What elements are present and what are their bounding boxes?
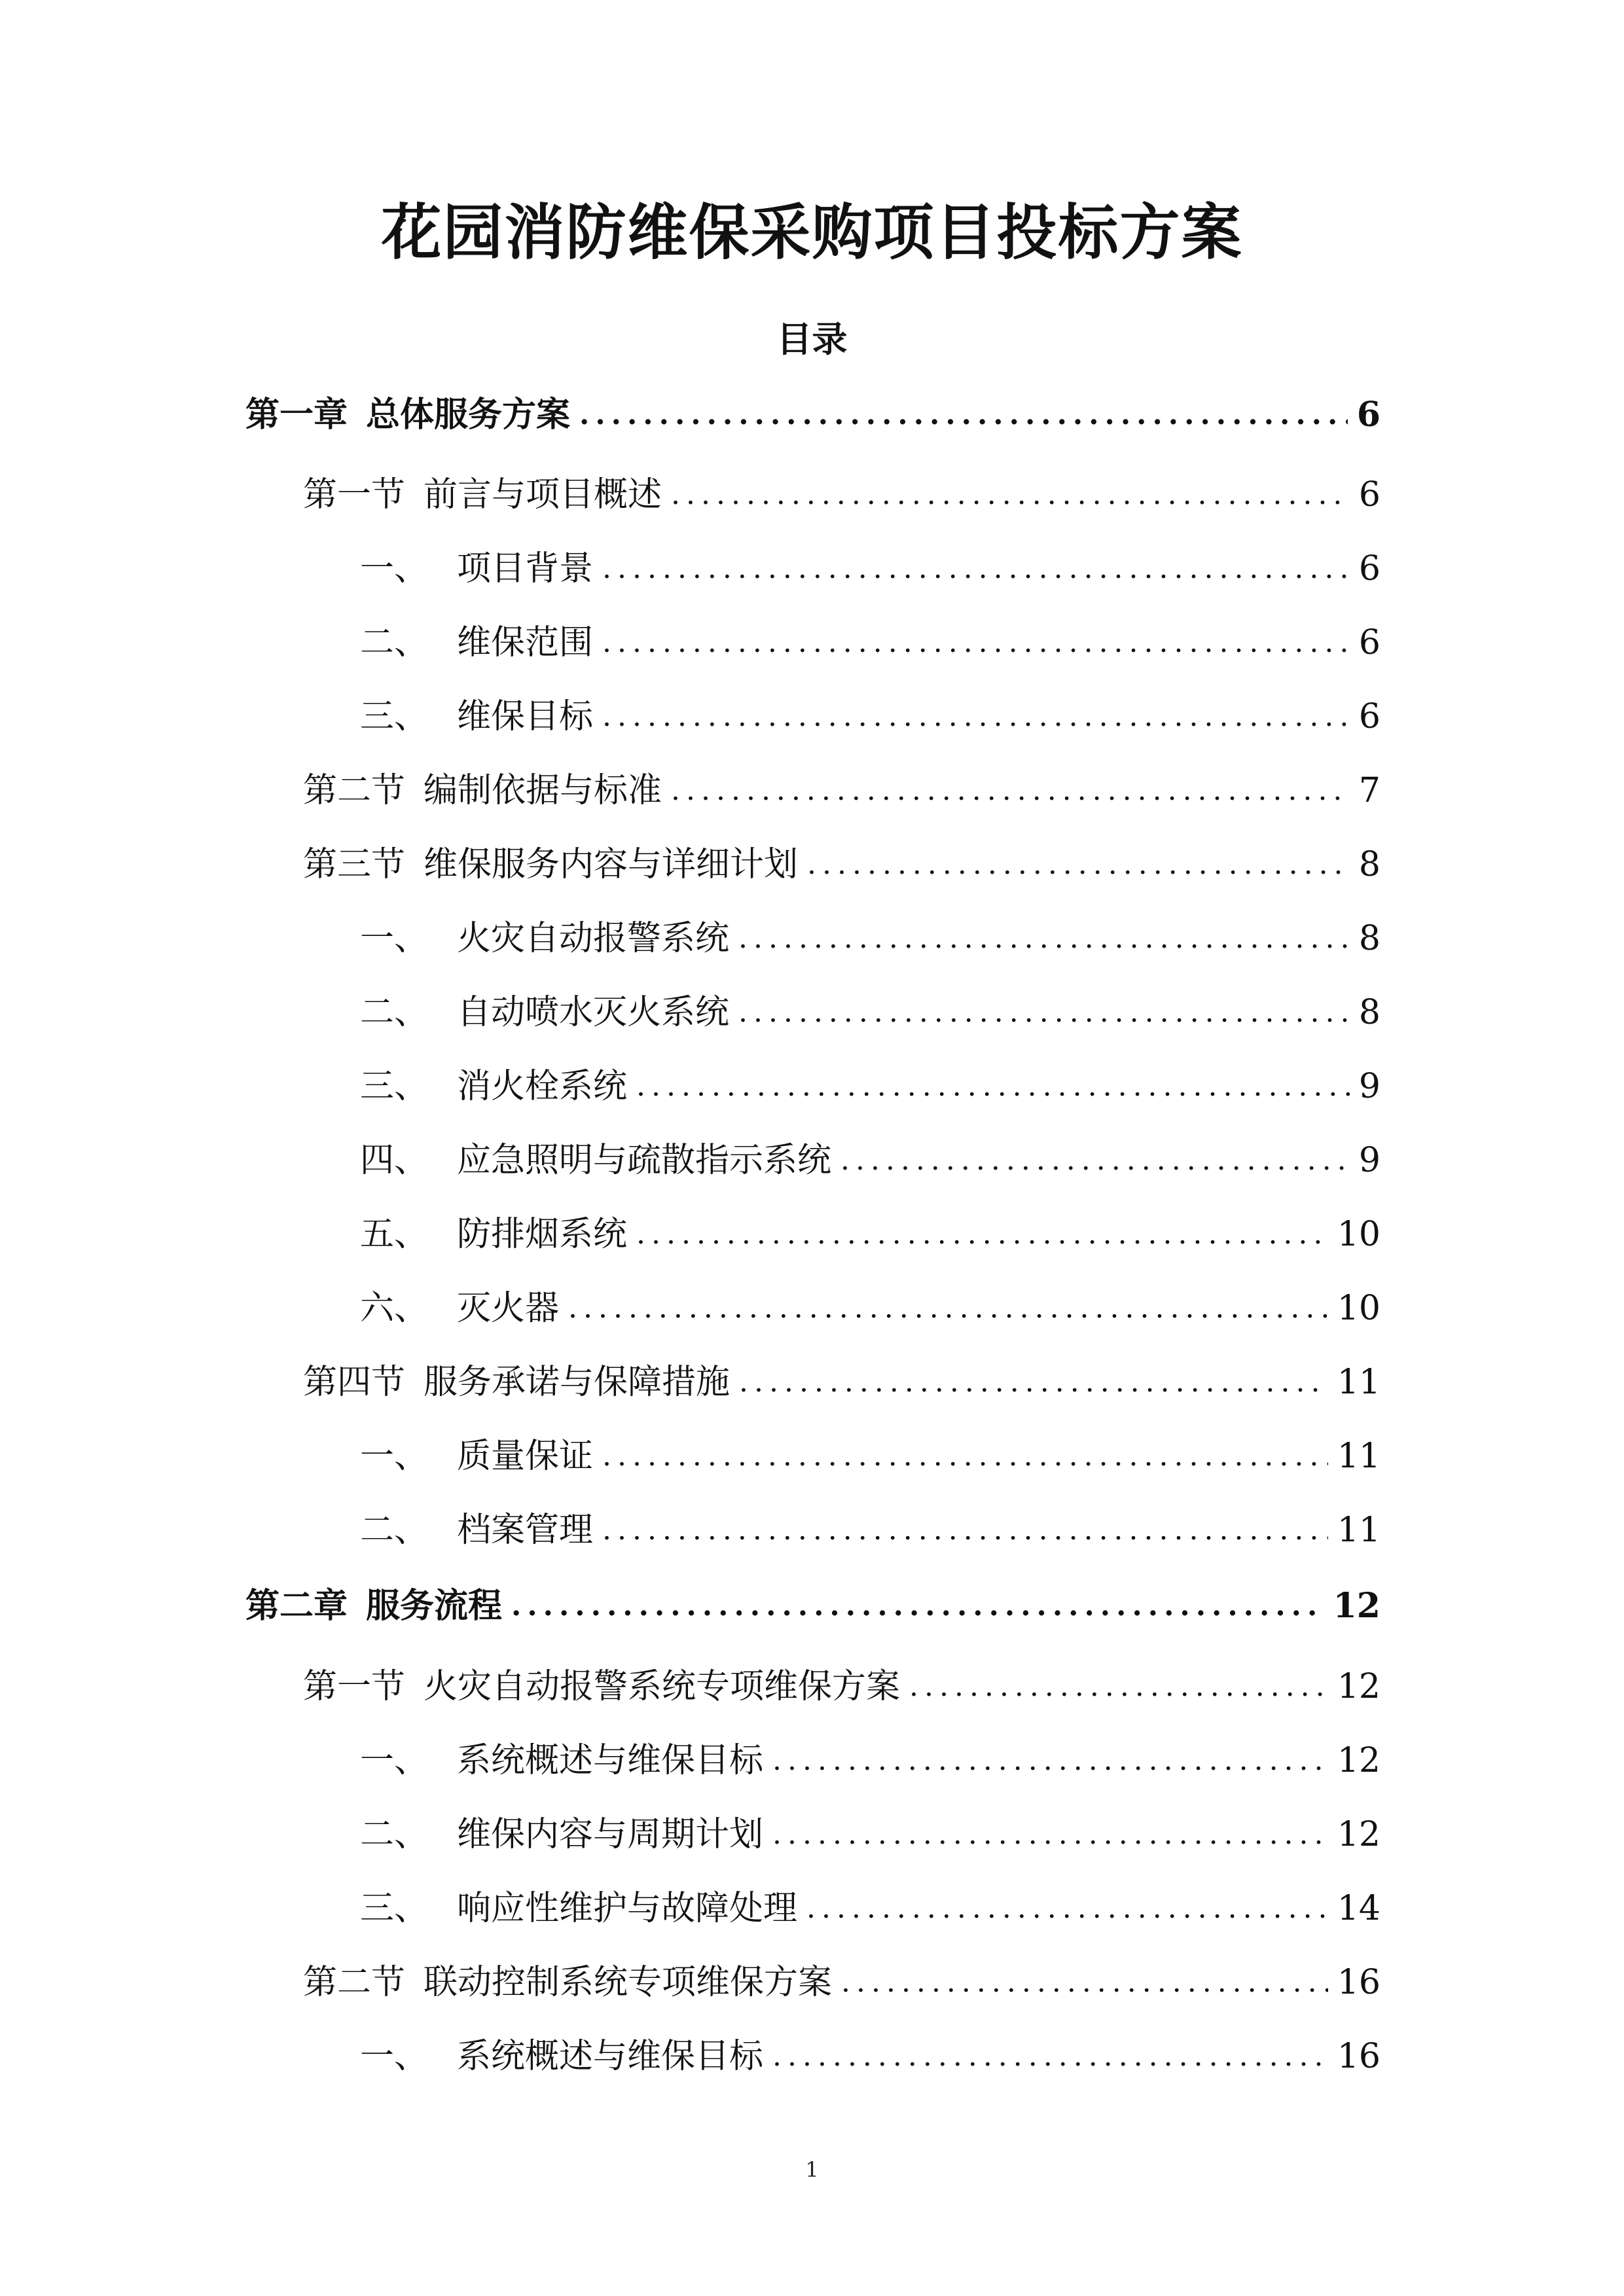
toc-entry-number: 一、: [360, 919, 429, 958]
toc-entry-number: 二、: [360, 993, 429, 1032]
toc-entry-number: 第三节: [303, 845, 406, 884]
toc-entry-item[interactable]: [360, 1208, 1380, 1261]
toc-entry-text: 消火栓系统: [457, 1067, 628, 1106]
toc-entry-text: 质量保证: [457, 1437, 594, 1476]
toc-entry-text: 总体服务方案: [366, 395, 571, 435]
toc-entry-section[interactable]: [303, 764, 1380, 817]
toc-entry-section[interactable]: [303, 1356, 1380, 1408]
toc-entry-number: 第一节: [303, 1667, 406, 1706]
toc-entry-page: 11: [1337, 1437, 1380, 1476]
toc-entry-page: 6: [1358, 697, 1380, 736]
toc-entry-text: 服务承诺与保障措施: [424, 1363, 731, 1402]
toc-entry-page: 6: [1358, 623, 1380, 662]
toc-entry-item[interactable]: [360, 1282, 1380, 1335]
toc-entry-text: 项目背景: [457, 549, 594, 588]
toc-entry-section[interactable]: [303, 1956, 1380, 2009]
toc-entry-text: 系统概述与维保目标: [457, 2037, 764, 2076]
toc-entry-page: 9: [1358, 1067, 1380, 1106]
toc-entry-section[interactable]: [303, 469, 1380, 521]
toc-entry-page: 7: [1358, 771, 1380, 810]
toc-entry-text: 档案管理: [457, 1511, 594, 1550]
toc-entry-page: 14: [1337, 1889, 1380, 1928]
toc-entry-page: 11: [1337, 1511, 1380, 1550]
toc-heading: 目录: [776, 318, 848, 360]
toc-entry-page: 12: [1337, 1667, 1380, 1706]
toc-dot-leader: [738, 912, 1350, 965]
toc-entry-text: 响应性维护与故障处理: [457, 1889, 798, 1928]
toc-entry-number: 六、: [360, 1289, 429, 1328]
toc-entry-page: 11: [1337, 1363, 1380, 1402]
toc-entry-item[interactable]: [360, 1430, 1380, 1482]
toc-entry-page: 12: [1337, 1815, 1380, 1854]
page-number: 1: [805, 2157, 819, 2182]
toc-dot-leader: [602, 691, 1350, 743]
toc-dot-leader: [579, 389, 1348, 441]
toc-entry-text: 火灾自动报警系统专项维保方案: [424, 1667, 901, 1706]
toc-entry-page: 16: [1337, 2037, 1380, 2076]
toc-entry-text: 防排烟系统: [457, 1215, 628, 1254]
toc-dot-leader: [602, 617, 1350, 669]
toc-dot-leader: [671, 469, 1350, 521]
toc-entry-page: 10: [1337, 1215, 1380, 1254]
toc-entry-text: 编制依据与标准: [424, 771, 662, 810]
toc-entry-number: 第二节: [303, 771, 406, 810]
toc-entry-text: 维保服务内容与详细计划: [424, 845, 799, 884]
toc-entry-number: 五、: [360, 1215, 429, 1254]
toc-dot-leader: [909, 1660, 1328, 1713]
toc-entry-text: 系统概述与维保目标: [457, 1741, 764, 1780]
toc-entry-text: 服务流程: [366, 1586, 503, 1626]
toc-entry-text: 应急照明与疏散指示系统: [457, 1141, 832, 1180]
toc-entry-page: 6: [1358, 549, 1380, 588]
toc-entry-number: 三、: [360, 1889, 429, 1928]
toc-entry-chapter[interactable]: [245, 389, 1380, 441]
toc-entry-number: 一、: [360, 1437, 429, 1476]
toc-entry-page: 8: [1358, 845, 1380, 884]
document-title: 花园消防维保采购项目投标方案: [381, 197, 1243, 268]
toc-dot-leader: [739, 1356, 1328, 1408]
toc-entry-number: 四、: [360, 1141, 429, 1180]
toc-entry-page: 9: [1358, 1141, 1380, 1180]
toc-dot-leader: [806, 1882, 1328, 1935]
toc-entry-item[interactable]: [360, 617, 1380, 669]
toc-entry-number: 一、: [360, 549, 429, 588]
toc-entry-page: 6: [1358, 475, 1380, 514]
toc-entry-text: 联动控制系统专项维保方案: [424, 1963, 833, 2002]
toc-dot-leader: [738, 986, 1350, 1039]
toc-dot-leader: [636, 1060, 1350, 1113]
toc-entry-number: 二、: [360, 623, 429, 662]
toc-entry-item[interactable]: [360, 912, 1380, 965]
toc-entry-text: 维保内容与周期计划: [457, 1815, 764, 1854]
toc-dot-leader: [772, 1808, 1328, 1861]
toc-entry-item[interactable]: [360, 691, 1380, 743]
toc-dot-leader: [602, 1430, 1328, 1482]
toc-entry-number: 第二章: [245, 1586, 348, 1626]
toc-entry-number: 二、: [360, 1815, 429, 1854]
toc-entry-text: 前言与项目概述: [424, 475, 662, 514]
toc-entry-item[interactable]: [360, 1134, 1380, 1187]
toc-entry-text: 火灾自动报警系统: [457, 919, 730, 958]
toc-entry-item[interactable]: [360, 1882, 1380, 1935]
toc-entry-chapter[interactable]: [245, 1580, 1380, 1632]
toc-entry-number: 三、: [360, 1067, 429, 1106]
toc-entry-item[interactable]: [360, 543, 1380, 595]
toc-dot-leader: [772, 2030, 1328, 2083]
toc-dot-leader: [807, 838, 1350, 891]
toc-dot-leader: [511, 1580, 1324, 1632]
toc-entry-text: 自动喷水灭火系统: [457, 993, 730, 1032]
toc-dot-leader: [841, 1956, 1328, 2009]
toc-entry-page: 10: [1337, 1289, 1380, 1328]
toc-entry-item[interactable]: [360, 1808, 1380, 1861]
toc-entry-item[interactable]: [360, 2030, 1380, 2083]
toc-entry-number: 第二节: [303, 1963, 406, 2002]
toc-entry-page: 6: [1356, 395, 1380, 435]
toc-dot-leader: [602, 1504, 1328, 1556]
toc-entry-text: 维保目标: [457, 697, 594, 736]
toc-entry-number: 第一节: [303, 475, 406, 514]
toc-entry-section[interactable]: [303, 1660, 1380, 1713]
toc-entry-text: 灭火器: [457, 1289, 560, 1328]
toc-entry-item[interactable]: [360, 1060, 1380, 1113]
toc-entry-item[interactable]: [360, 1504, 1380, 1556]
toc-entry-number: 三、: [360, 697, 429, 736]
toc-entry-number: 第四节: [303, 1363, 406, 1402]
toc-entry-number: 第一章: [245, 395, 348, 435]
toc-dot-leader: [840, 1134, 1350, 1187]
toc-entry-number: 二、: [360, 1511, 429, 1550]
toc-dot-leader: [636, 1208, 1328, 1261]
toc-entry-item[interactable]: [360, 1734, 1380, 1787]
toc-entry-page: 12: [1337, 1741, 1380, 1780]
toc-entry-page: 12: [1333, 1586, 1380, 1626]
toc-entry-section[interactable]: [303, 838, 1380, 891]
toc-dot-leader: [772, 1734, 1328, 1787]
toc-entry-page: 16: [1337, 1963, 1380, 2002]
toc-entry-item[interactable]: [360, 986, 1380, 1039]
toc-dot-leader: [671, 764, 1350, 817]
toc-entry-page: 8: [1358, 919, 1380, 958]
toc-entry-number: 一、: [360, 1741, 429, 1780]
toc-dot-leader: [568, 1282, 1328, 1335]
toc-entry-text: 维保范围: [457, 623, 594, 662]
toc-dot-leader: [602, 543, 1350, 595]
toc-entry-page: 8: [1358, 993, 1380, 1032]
toc-entry-number: 一、: [360, 2037, 429, 2076]
